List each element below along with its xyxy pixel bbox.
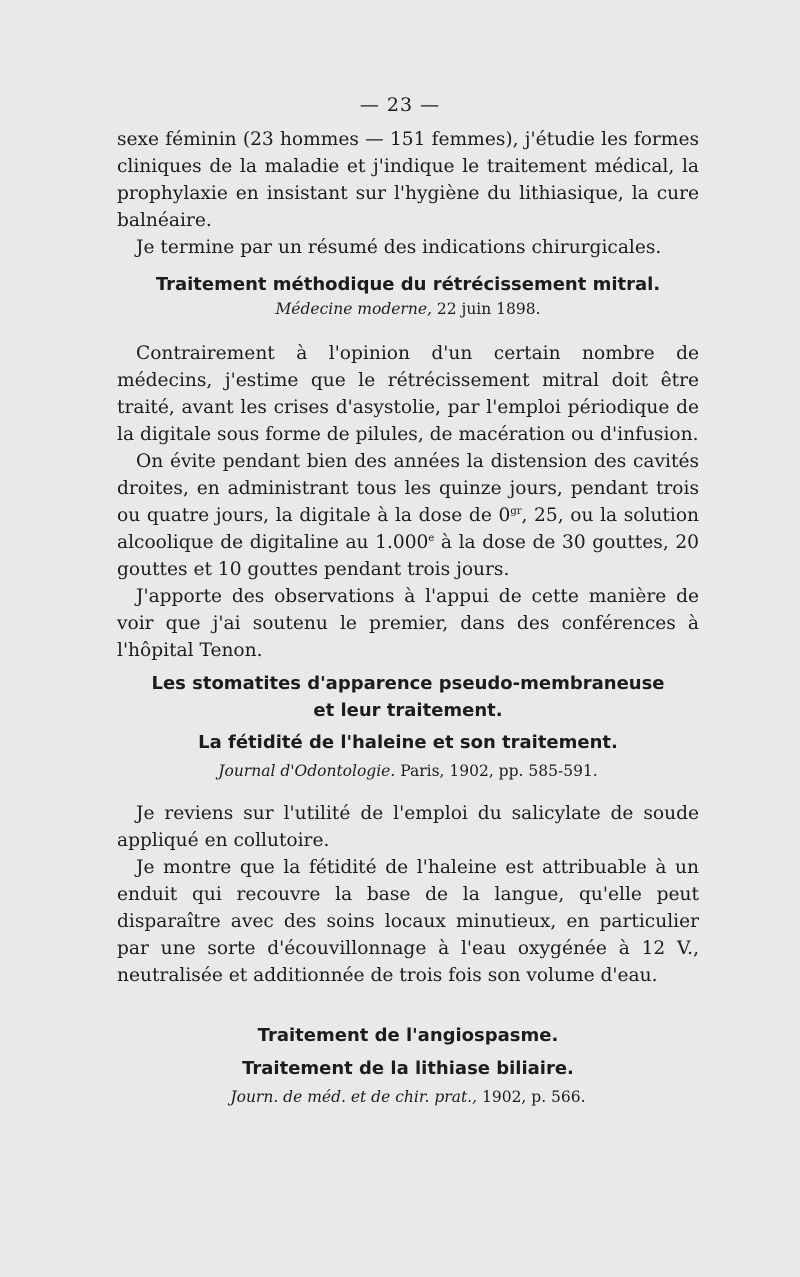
paragraph: J'apporte des observations à l'appui de cette manière de voir que j'ai soutenu le premier, dans des conférences à l'hôpital Tenon. — [117, 586, 699, 661]
paragraph-dosage — [117, 448, 699, 583]
paragraph-conclusion: Je termine par un résumé des indications chirurgicales. — [136, 237, 662, 258]
paragraph: Je montre que la fétidité de l'haleine est attribuable à un enduit qui recouvre la base de la langue, qu'elle peut disparaître avec des soins locaux minutieux, en particulier par une sorte d'écouvillonnage à l'eau oxygénée à 12 V., neutralisée et additionnée de trois fois son volume d'eau. — [117, 857, 699, 986]
section-title: Traitement méthodique du rétrécissement mitral. — [155, 274, 661, 295]
paragraph: Contrairement à l'opinion d'un certain nombre de médecins, j'estime que le rétrécissement mitral doit être traité, avant les crises d'asystolie, par l'emploi périodique de la digitale sous forme de pilules, de macération ou d'infusion. — [117, 343, 699, 445]
text-run: à la dose de 30 gouttes, 20 gouttes et 10 gouttes pendant trois jours. — [117, 532, 700, 580]
page-number: — 23 — — [359, 94, 441, 116]
paragraph: Je reviens sur l'utilité de l'emploi du salicylate de soude appliqué en collutoire. — [117, 803, 699, 851]
source-details: 1902, p. 566. — [481, 1088, 586, 1106]
source-details: Paris, 1902, pp. 585-591. — [400, 762, 598, 780]
intro-section — [117, 126, 699, 261]
text-run: On évite pendant bien des années la distension des cavités droites, en administrant tous les quinze jours, pendant trois ou quatre jours, la digitale à la dose de 0 — [117, 451, 699, 526]
source-details: 22 juin 1898. — [436, 300, 541, 318]
section-title: Les stomatites d'apparence pseudo-membraneuse — [151, 673, 665, 694]
section-stomatites-body — [117, 800, 699, 989]
section-title: Traitement de l'angiospasme. — [257, 1025, 559, 1046]
superscript: e — [428, 532, 435, 544]
section-title-continued: et leur traitement. — [313, 700, 503, 721]
source-journal: Journal d'Odontologie. — [218, 762, 396, 780]
section-subtitle: La fétidité de l'haleine et son traitement. — [198, 732, 618, 753]
section-stomatites — [117, 670, 699, 782]
source-citation — [117, 298, 699, 320]
section-mitral — [117, 271, 699, 320]
superscript: gr — [510, 505, 522, 517]
source-citation — [117, 760, 699, 782]
section-mitral-body — [117, 340, 699, 664]
source-citation — [117, 1086, 699, 1108]
text-run: , 25, ou la solution alcoolique de digitaline au 1.000 — [117, 505, 700, 553]
source-journal: Journ. de méd. et de chir. prat., — [230, 1088, 478, 1106]
source-journal: Médecine moderne, — [275, 300, 432, 318]
section-angiospasme — [117, 1022, 699, 1108]
section-title-second: Traitement de la lithiase biliaire. — [242, 1058, 574, 1079]
paragraph-continuation: sexe féminin (23 hommes — 151 femmes), j'étudie les formes cliniques de la maladie et j'indique le traitement médical, la prophylaxie en insistant sur l'hygiène du lithiasique, la cure balnéaire. — [117, 129, 699, 231]
